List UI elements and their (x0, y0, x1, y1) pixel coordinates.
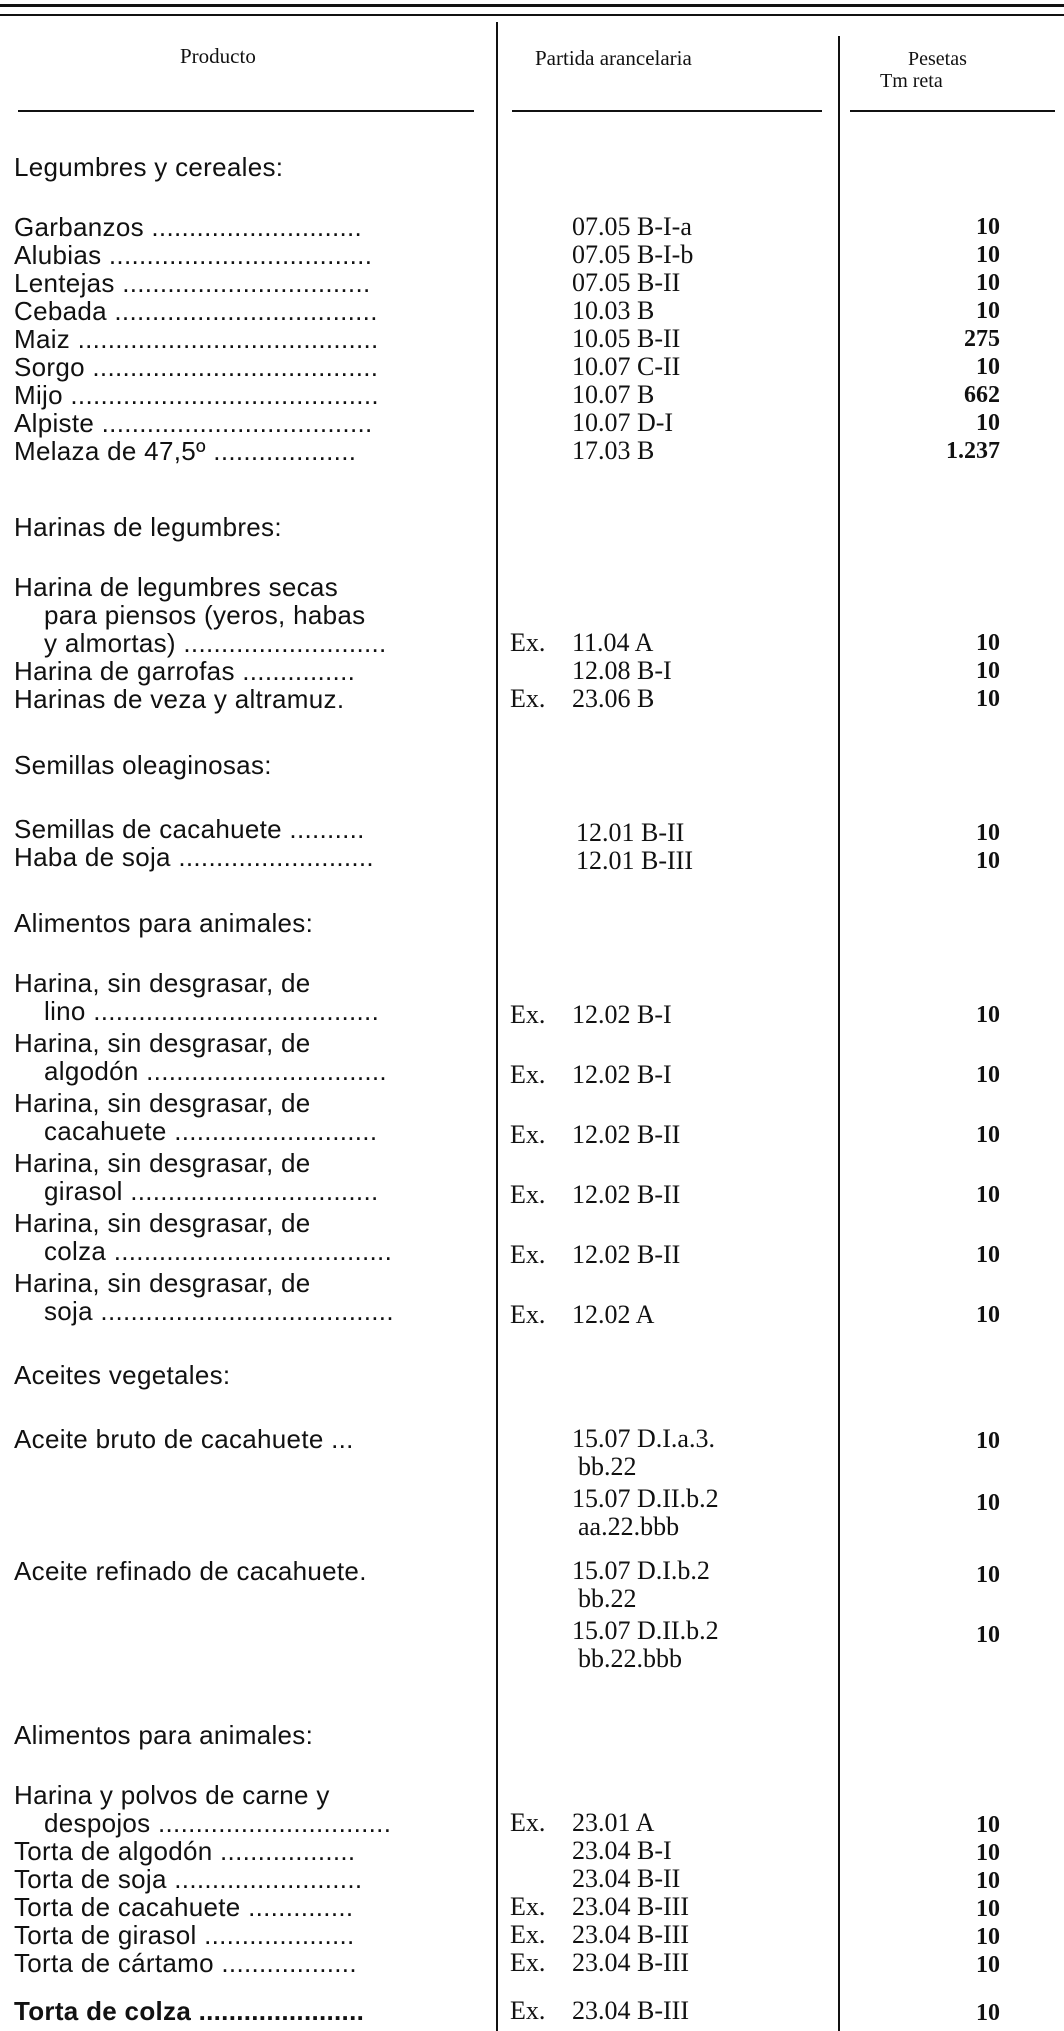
tariff-code: 07.05 B-I-b (572, 240, 694, 269)
tariff-code: 23.01 A (572, 1808, 655, 1837)
tariff-code-cont: bb.22 (578, 1584, 637, 1613)
value: 10 (976, 1182, 1000, 1208)
header-underline-2 (512, 110, 822, 112)
value: 10 (976, 242, 1000, 268)
section-title: Semillas oleaginosas: (14, 750, 272, 780)
value: 10 (976, 848, 1000, 874)
product-name: Haba de soja .......................... (14, 842, 374, 872)
value: 10 (976, 820, 1000, 846)
product-name: Alpiste .................................... (14, 408, 373, 438)
tariff-code: 23.04 B-III (572, 1892, 689, 1921)
value: 10 (976, 630, 1000, 656)
product-name: Harina, sin desgrasar, de (14, 1268, 311, 1298)
tariff-code: 12.02 B-II (572, 1180, 681, 1209)
tariff-code: 15.07 D.I.b.2 (572, 1556, 710, 1585)
tariff-code: 23.04 B-I (572, 1836, 672, 1865)
column-divider-2 (838, 36, 840, 2031)
product-name: Cebada ................................... (14, 296, 378, 326)
tariff-code: 11.04 A (572, 628, 654, 657)
top-rule-thin (0, 14, 1064, 16)
value: 10 (976, 1490, 1000, 1516)
section-title: Alimentos para animales: (14, 1720, 314, 1750)
product-name: Torta de colza ...................... (14, 1996, 365, 2026)
value: 10 (976, 2000, 1000, 2026)
tariff-code: 23.04 B-III (572, 1948, 689, 1977)
product-name: Mijo ......................................... (14, 380, 379, 410)
tariff-code: 15.07 D.II.b.2 (572, 1616, 719, 1645)
value: 10 (976, 354, 1000, 380)
tariff-code-cont: aa.22.bbb (578, 1512, 680, 1541)
value: 10 (976, 270, 1000, 296)
header-partida: Partida arancelaria (535, 46, 692, 70)
value: 10 (976, 1302, 1000, 1328)
tariff-prefix: Ex. (510, 1996, 546, 2025)
product-name: Semillas de cacahuete .......... (14, 814, 365, 844)
product-name: Aceite bruto de cacahuete ... (14, 1424, 354, 1454)
top-rule (0, 4, 1064, 7)
header-underline-1 (18, 110, 474, 112)
value: 10 (976, 410, 1000, 436)
header-underline-3 (850, 110, 1055, 112)
tariff-prefix: Ex. (510, 1892, 546, 1921)
value: 10 (976, 1812, 1000, 1838)
product-name-cont: algodón ................................ (44, 1056, 387, 1086)
product-name-cont: cacahuete ........................... (44, 1116, 378, 1146)
tariff-code: 12.01 B-II (576, 818, 685, 847)
tariff-code: 07.05 B-I-a (572, 212, 692, 241)
value: 10 (976, 1002, 1000, 1028)
product-name: Lentejas ................................. (14, 268, 371, 298)
value: 10 (976, 298, 1000, 324)
section-title: Alimentos para animales: (14, 908, 314, 938)
product-name: Alubias ................................... (14, 240, 373, 270)
value: 10 (976, 1242, 1000, 1268)
product-name: Harinas de veza y altramuz. (14, 684, 345, 714)
tariff-code: 07.05 B-II (572, 268, 681, 297)
tariff-code: 12.02 B-I (572, 1000, 672, 1029)
product-name: Melaza de 47,5º ................... (14, 436, 357, 466)
column-divider-1 (496, 22, 498, 2031)
product-name: Harina, sin desgrasar, de (14, 1028, 311, 1058)
value: 275 (964, 326, 1000, 352)
tariff-code: 10.07 B (572, 380, 655, 409)
value: 10 (976, 1428, 1000, 1454)
value: 10 (976, 214, 1000, 240)
section-title: Harinas de legumbres: (14, 512, 282, 542)
product-name: Harina, sin desgrasar, de (14, 968, 311, 998)
tariff-code: 12.02 B-II (572, 1240, 681, 1269)
product-name-cont: y almortas) ........................... (44, 628, 387, 658)
product-name: Maiz ........................................ (14, 324, 379, 354)
value: 10 (976, 686, 1000, 712)
tariff-code: 10.05 B-II (572, 324, 681, 353)
tariff-code: 12.01 B-III (576, 846, 693, 875)
tariff-code: 23.04 B-III (572, 1996, 689, 2025)
product-name-cont: para piensos (yeros, habas (44, 600, 366, 630)
tariff-code: 23.06 B (572, 684, 655, 713)
tariff-prefix: Ex. (510, 1300, 546, 1329)
header-producto: Producto (180, 44, 256, 68)
value: 10 (976, 1896, 1000, 1922)
tariff-code-cont: bb.22 (578, 1452, 637, 1481)
tariff-code: 10.07 D-I (572, 408, 674, 437)
section-title: Aceites vegetales: (14, 1360, 231, 1390)
tariff-prefix: Ex. (510, 1808, 546, 1837)
product-name: Harina y polvos de carne y (14, 1780, 330, 1810)
tariff-prefix: Ex. (510, 1920, 546, 1949)
value: 662 (964, 382, 1000, 408)
tariff-prefix: Ex. (510, 1060, 546, 1089)
product-name: Torta de cártamo .................. (14, 1948, 357, 1978)
tariff-prefix: Ex. (510, 1120, 546, 1149)
value: 10 (976, 1868, 1000, 1894)
tariff-code: 23.04 B-II (572, 1864, 681, 1893)
product-name: Aceite refinado de cacahuete. (14, 1556, 367, 1586)
header-tm-neta: Tm reta (880, 70, 943, 92)
product-name: Harina de legumbres secas (14, 572, 338, 602)
product-name-cont: soja ....................................... (44, 1296, 394, 1326)
tariff-code: 12.02 B-I (572, 1060, 672, 1089)
product-name: Torta de cacahuete .............. (14, 1892, 354, 1922)
value: 10 (976, 1122, 1000, 1148)
product-name: Torta de algodón .................. (14, 1836, 356, 1866)
value: 10 (976, 1062, 1000, 1088)
tariff-code: 15.07 D.II.b.2 (572, 1484, 719, 1513)
tariff-code: 17.03 B (572, 436, 655, 465)
tariff-code-cont: bb.22.bbb (578, 1644, 682, 1673)
product-name: Harina, sin desgrasar, de (14, 1088, 311, 1118)
tariff-code: 10.03 B (572, 296, 655, 325)
tariff-prefix: Ex. (510, 1180, 546, 1209)
product-name-cont: lino ...................................... (44, 996, 380, 1026)
product-name-cont: girasol ................................. (44, 1176, 379, 1206)
tariff-prefix: Ex. (510, 1240, 546, 1269)
tariff-code: 12.02 A (572, 1300, 655, 1329)
tariff-code: 10.07 C-II (572, 352, 681, 381)
value: 10 (976, 1562, 1000, 1588)
value: 10 (976, 1840, 1000, 1866)
product-name: Harina, sin desgrasar, de (14, 1208, 311, 1238)
product-name: Harina, sin desgrasar, de (14, 1148, 311, 1178)
tariff-prefix: Ex. (510, 684, 546, 713)
value: 10 (976, 1622, 1000, 1648)
tariff-code: 12.08 B-I (572, 656, 672, 685)
tariff-prefix: Ex. (510, 1948, 546, 1977)
section-title: Legumbres y cereales: (14, 152, 284, 182)
value: 10 (976, 658, 1000, 684)
value: 10 (976, 1952, 1000, 1978)
product-name-cont: colza ..................................... (44, 1236, 393, 1266)
product-name: Torta de girasol .................... (14, 1920, 355, 1950)
value: 10 (976, 1924, 1000, 1950)
tariff-prefix: Ex. (510, 1000, 546, 1029)
product-name: Garbanzos ............................ (14, 212, 363, 242)
product-name: Harina de garrofas ............... (14, 656, 356, 686)
tariff-code: 15.07 D.I.a.3. (572, 1424, 715, 1453)
product-name: Sorgo ...................................... (14, 352, 379, 382)
product-name-cont: despojos ............................... (44, 1808, 392, 1838)
tariff-code: 23.04 B-III (572, 1920, 689, 1949)
tariff-code: 12.02 B-II (572, 1120, 681, 1149)
product-name: Torta de soja ......................... (14, 1864, 363, 1894)
value: 1.237 (946, 438, 1000, 464)
tariff-prefix: Ex. (510, 628, 546, 657)
header-pesetas: Pesetas (908, 48, 967, 70)
